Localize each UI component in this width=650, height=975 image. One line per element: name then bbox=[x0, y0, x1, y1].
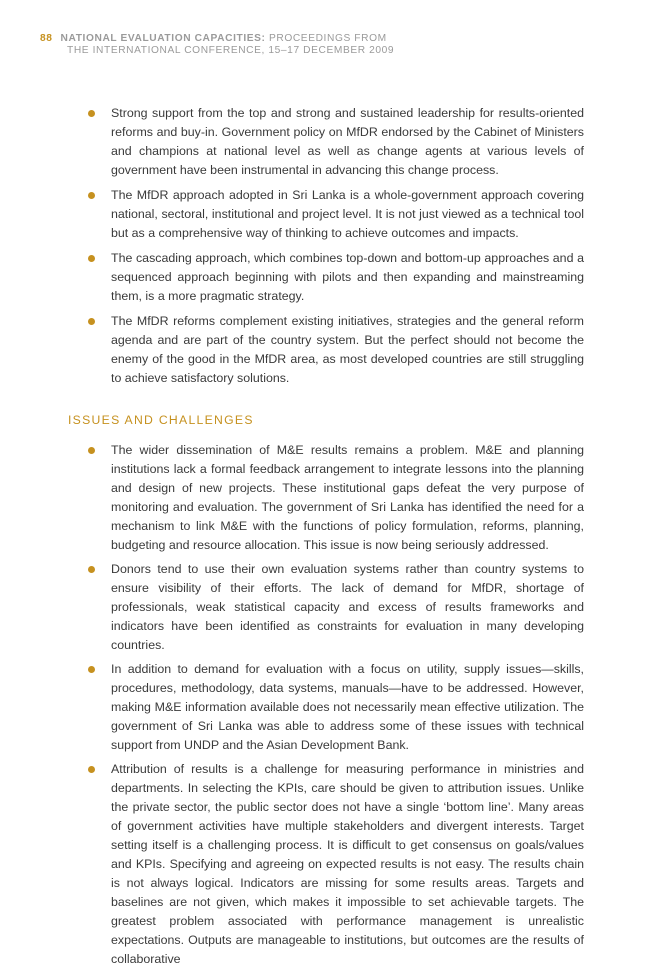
list-item bbox=[88, 312, 584, 388]
bullet-dot-icon bbox=[88, 566, 95, 573]
bullet-dot-icon bbox=[88, 110, 95, 117]
list-item bbox=[88, 760, 584, 969]
list-item-text: Donors tend to use their own evaluation systems rather than country systems to ensure visibility of their efforts. The lack of demand for MfDR, shortage of professionals, weak statistical capacity and excess of results frameworks and indicators have been identified as constraints for evaluation in many developing countries. bbox=[111, 562, 584, 652]
list-item bbox=[88, 441, 584, 555]
running-head-line-2: THE INTERNATIONAL CONFERENCE, 15–17 DECEMBER 2009 bbox=[67, 45, 395, 56]
list-item-text: Strong support from the top and strong and sustained leadership for results-oriented reforms and buy-in. Government policy on MfDR endorsed by the Cabinet of Ministers and champions at national level as well as change agents at various levels of government have been instrumental in advancing this change process. bbox=[111, 106, 584, 177]
bullet-dot-icon bbox=[88, 447, 95, 454]
list-item-text: The wider dissemination of M&E results remains a problem. M&E and planning institutions lack a formal feedback arrangement to integrate lessons into the planning and design of new projects. These institutional gaps defeat the very purpose of monitoring and evaluation. The government of Sri Lanka has identified the need for a mechanism to link M&E with the functions of policy formulation, reforms, planning, budgeting and resource allocation. This issue is now being seriously addressed. bbox=[111, 443, 584, 552]
section-heading: ISSUES AND CHALLENGES bbox=[68, 413, 254, 427]
bullet-dot-icon bbox=[88, 666, 95, 673]
running-head-title-bold: NATIONAL EVALUATION CAPACITIES: bbox=[60, 33, 266, 44]
list-item-text: The MfDR approach adopted in Sri Lanka is a whole-government approach covering national, sectoral, institutional and project level. It is not just viewed as a technical tool but as a comprehensive way of thinking to achieve outcomes and impacts. bbox=[111, 188, 584, 240]
intro-bullet-list bbox=[88, 104, 584, 388]
running-head-title-rest: PROCEEDINGS FROM bbox=[265, 33, 387, 44]
list-item bbox=[88, 104, 584, 180]
list-item bbox=[88, 660, 584, 755]
list-item bbox=[88, 186, 584, 243]
list-item-text: Attribution of results is a challenge for measuring performance in ministries and departments. In selecting the KPIs, care should be given to attribution issues. Unlike the private sector, the public sector does not have a single ‘bottom line’. Many areas of government activities have multiple stakeholders and divergent interests. Target setting itself is a challenging process. It is difficult to get consensus on goals/values and KPIs. Specifying and agreeing on expected results is not easy. The results chain is not always logical. Indicators are missing for some results areas. Targets and baselines are not given, which makes it impossible to set achievable targets. The greatest problem associated with performance management is unrealistic expectations. Outputs are manageable to institutions, but outcomes are the results of collaborative bbox=[111, 762, 584, 966]
bullet-dot-icon bbox=[88, 766, 95, 773]
page-number: 88 bbox=[40, 33, 53, 44]
list-item-text: The cascading approach, which combines top-down and bottom-up approaches and a sequenced approach beginning with pilots and then expanding and mainstreaming them, is a more pragmatic strategy. bbox=[111, 251, 584, 303]
list-item bbox=[88, 560, 584, 655]
bullet-dot-icon bbox=[88, 255, 95, 262]
list-item-text: The MfDR reforms complement existing initiatives, strategies and the general reform agenda and are part of the country system. But the perfect should not become the enemy of the good in the MfDR area, as most developed countries are still struggling to achieve satisfactory solutions. bbox=[111, 314, 584, 385]
running-head bbox=[40, 33, 394, 57]
running-head-line-1 bbox=[40, 33, 394, 45]
page-body bbox=[68, 104, 584, 974]
list-item bbox=[88, 249, 584, 306]
bullet-dot-icon bbox=[88, 192, 95, 199]
bullet-dot-icon bbox=[88, 318, 95, 325]
issues-bullet-list bbox=[88, 441, 584, 969]
list-item-text: In addition to demand for evaluation with a focus on utility, supply issues—skills, procedures, methodology, data systems, manuals—have to be addressed. However, making M&E information available does not necessarily mean effective utilization. The government of Sri Lanka was able to address some of these issues with technical support from UNDP and the Asian Development Bank. bbox=[111, 662, 584, 752]
